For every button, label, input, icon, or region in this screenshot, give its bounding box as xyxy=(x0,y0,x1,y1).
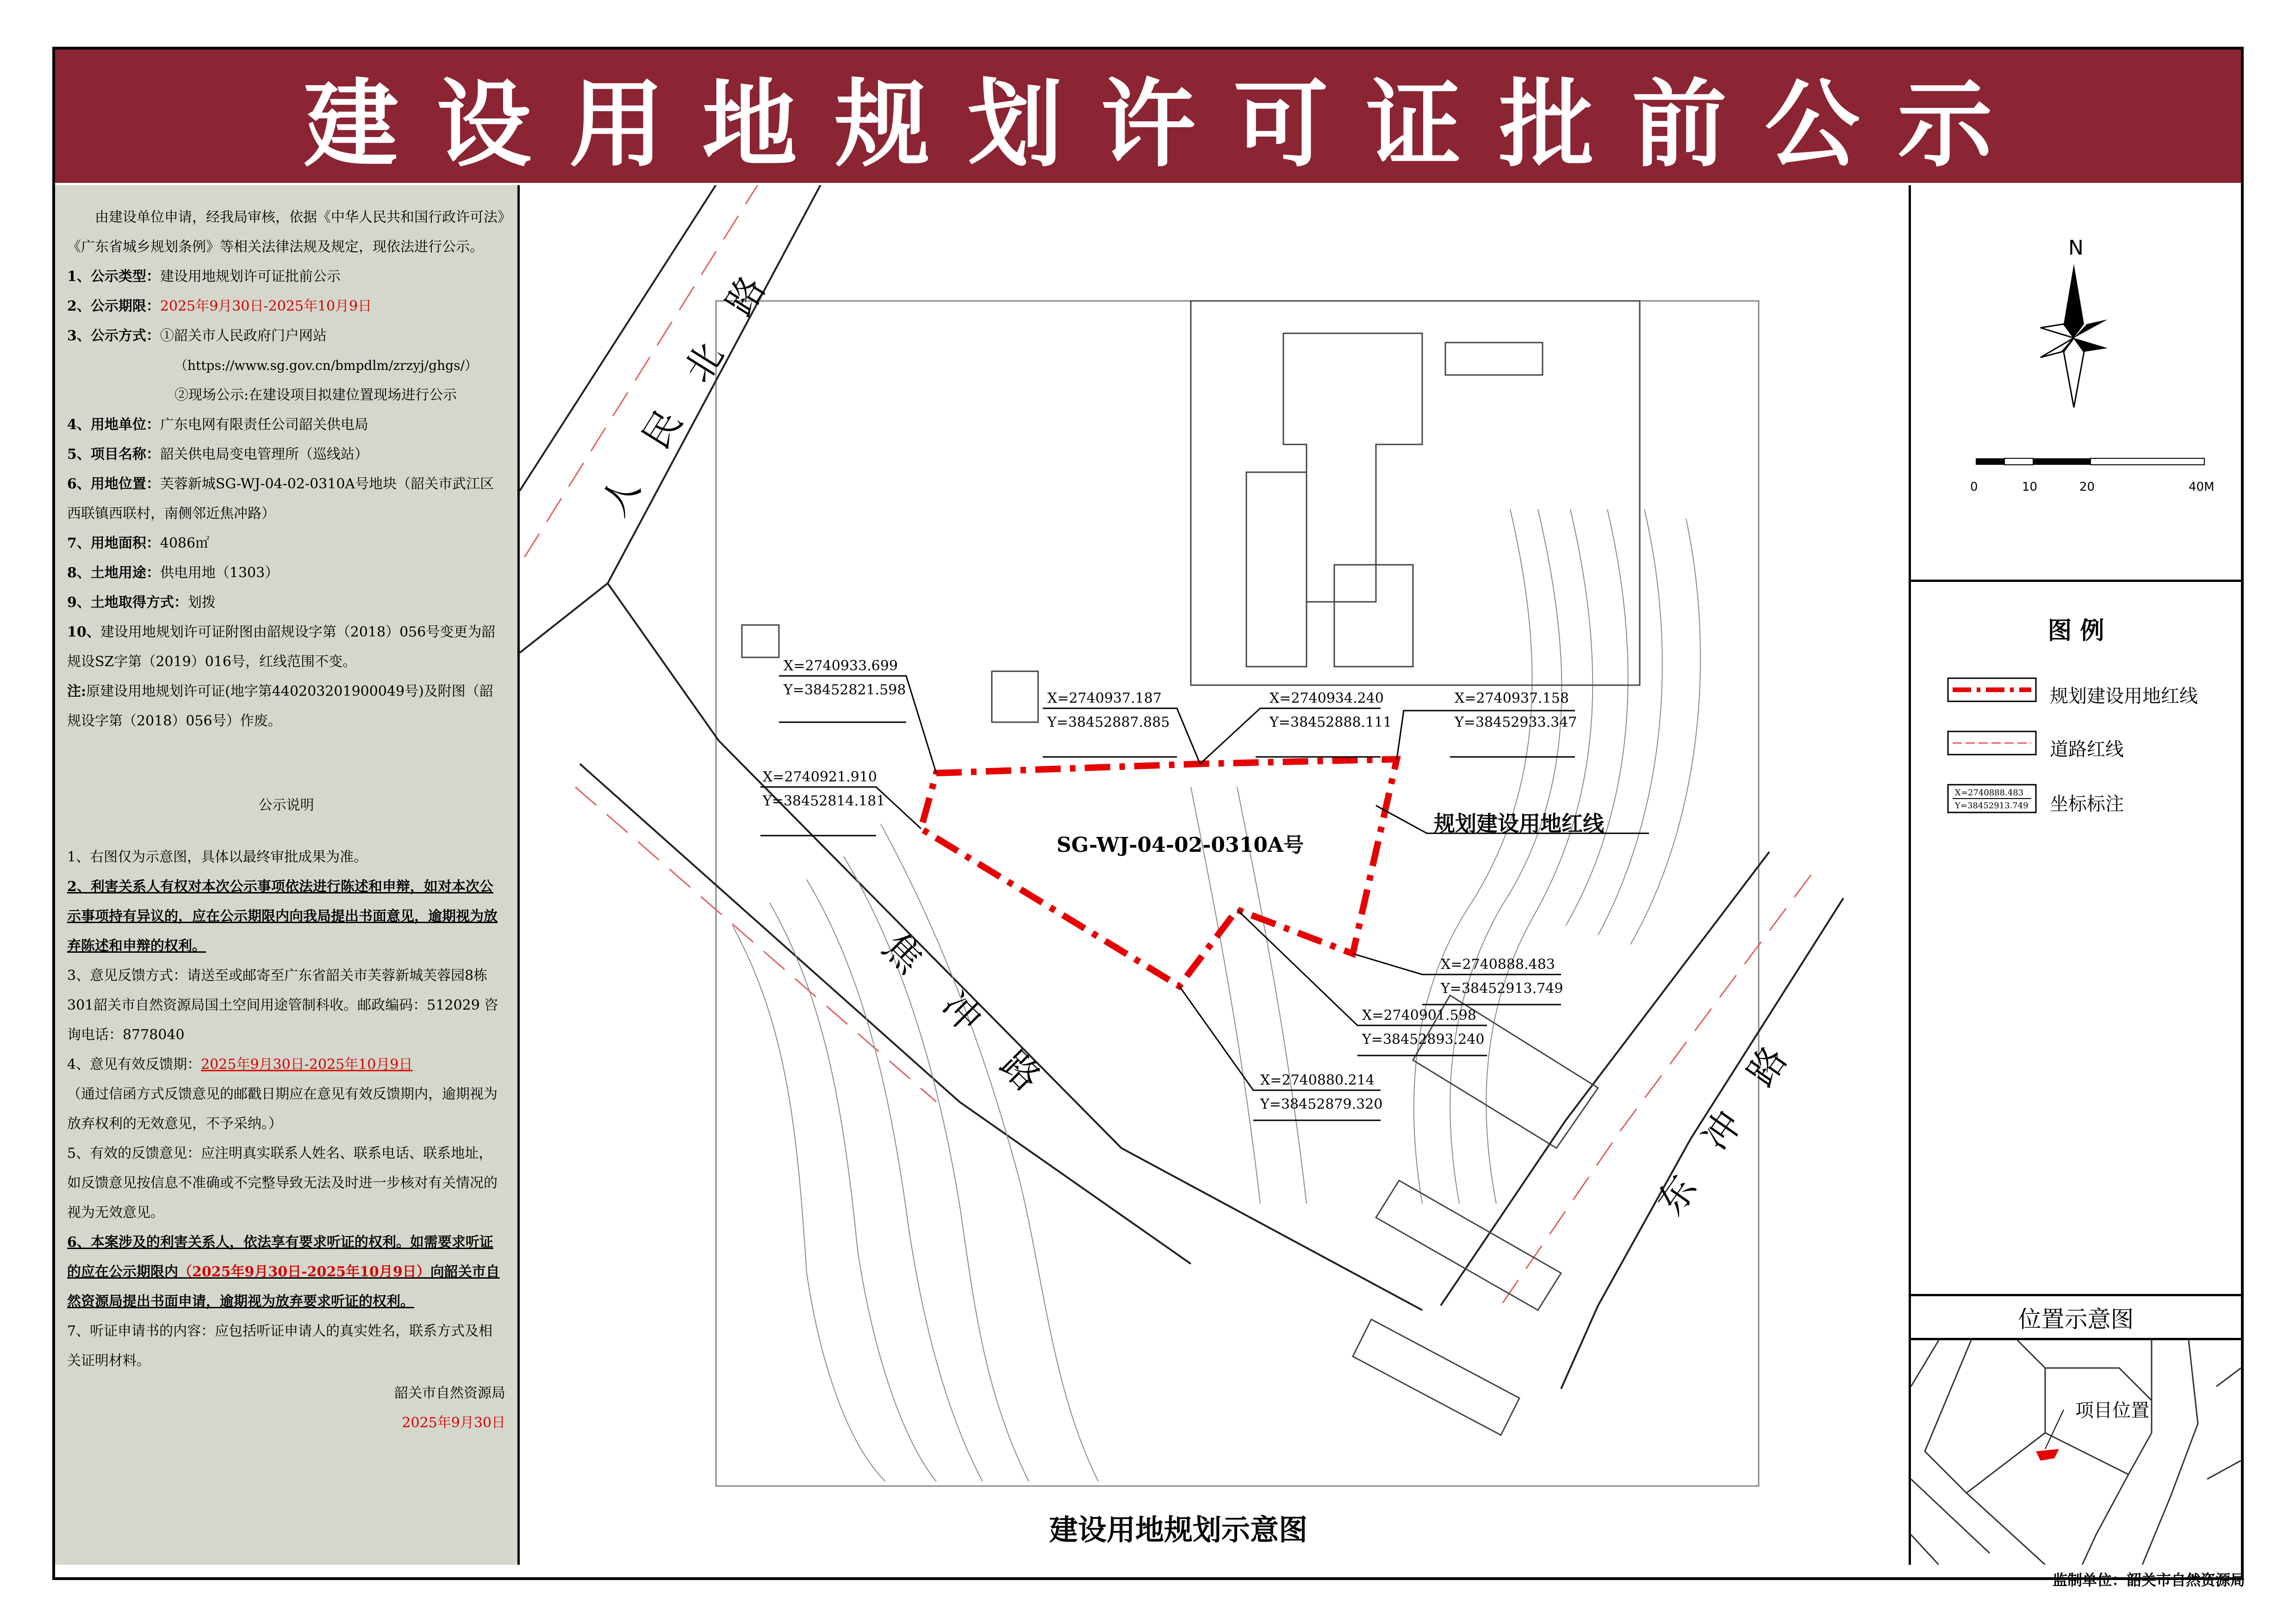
legend-item-coordinate: 坐标标注 xyxy=(2050,793,2124,815)
notice-item-type: 1、公示类型：建设用地规划许可证批前公示 xyxy=(67,269,341,285)
scale-tick: 0 xyxy=(1970,480,1978,494)
divider xyxy=(1911,580,2241,582)
notice-item-project: 5、项目名称：韶关供电局变电管理所（巡线站） xyxy=(67,446,368,462)
note-7: 7、听证申请书的内容：应包括听证申请人的真实姓名，联系方式及相关证明材料。 xyxy=(67,1323,493,1369)
legend-title: 图 例 xyxy=(2047,617,2104,645)
notes-title: 公示说明 xyxy=(258,797,314,813)
coord-label-y: Y=38452879.320 xyxy=(1260,1096,1383,1112)
coordinate-leader-lines xyxy=(760,676,1649,1120)
north-arrow-and-scale xyxy=(1911,185,2241,580)
divider xyxy=(1911,1294,2241,1296)
supervisor-footer: 监制单位：韶关市自然资源局 xyxy=(2052,1571,2245,1589)
coord-label-x: X=2740921.910 xyxy=(763,769,877,785)
scale-tick: 10 xyxy=(2022,480,2038,494)
redline-label: 规划建设用地红线 xyxy=(1434,811,1604,836)
coord-label-x: X=2740901.598 xyxy=(1362,1007,1476,1024)
right-panel xyxy=(1909,185,2241,1565)
notice-intro: 由建设单位申请，经我局审核，依据《中华人民共和国行政许可法》《广东省城乡规划条例》等相关法律法规及规定，现依法进行公示。 xyxy=(67,209,504,255)
coord-label-y: Y=38452821.598 xyxy=(784,682,906,698)
note-3: 3、意见反馈方式：请送至或邮寄至广东省韶关市芙蓉新城芙蓉园8栋301韶关市自然资源局国土空间用途管制科收。邮政编码：512029 咨询电话：8778040 xyxy=(67,968,498,1043)
coord-label-y: Y=38452893.240 xyxy=(1362,1031,1485,1048)
survey-frame xyxy=(716,301,1759,1486)
notice-item-location: 6、用地位置：芙蓉新城SG-WJ-04-02-0310A号地块（韶关市武江区西联镇西联村，南侧邻近焦冲路） xyxy=(67,476,494,522)
location-map-title: 位置示意图 xyxy=(2018,1306,2134,1333)
notice-panel xyxy=(55,185,520,1565)
notice-item-landuse: 8、土地用途：供电用地（1303） xyxy=(67,565,279,581)
legend-item-redline: 规划建设用地红线 xyxy=(2050,686,2198,707)
note-4-detail: （通过信函方式反馈意见的邮戳日期应在意见有效反馈期内，逾期视为放弃权利的无效意见，不予采纳。） xyxy=(67,1086,498,1132)
location-map xyxy=(1911,1340,2241,1565)
notice-item-acquisition: 9、土地取得方式：划拨 xyxy=(67,594,216,611)
map-title: 建设用地规划示意图 xyxy=(1049,1513,1308,1547)
parcel-redline xyxy=(921,759,1397,986)
road-name-labels xyxy=(592,233,1819,1223)
notice-item-method-site: ②现场公示:在建设项目拟建位置现场进行公示 xyxy=(174,387,457,403)
coord-label-x: X=2740888.483 xyxy=(1441,956,1555,973)
road-label-renminbei: 人民北路 xyxy=(592,233,796,524)
north-arrow-icon xyxy=(2041,264,2108,407)
notice-item-method: 3、公示方式：①韶关市人民政府门户网站 xyxy=(67,328,327,344)
coordinate-labels xyxy=(762,658,1577,1112)
coord-label-x: X=2740937.158 xyxy=(1455,690,1569,706)
note-2: 2、利害关系人有权对本次公示事项依法进行陈述和申辩，如对本次公示事项持有异议的，应在公示期限内向我局提出书面意见，逾期视为放弃陈述和申辩的权利。 xyxy=(67,879,498,954)
scale-tick: 20 xyxy=(2079,480,2095,494)
project-location-marker xyxy=(2036,1449,2059,1461)
notice-item-method-url: （https://www.sg.gov.cn/bmpdlm/zrzyj/ghgs/） xyxy=(174,358,478,373)
site-plan-map xyxy=(520,185,1909,1565)
signature-date: 2025年9月30日 xyxy=(402,1415,505,1431)
coord-label-y: Y=38452814.181 xyxy=(763,793,885,809)
coord-label-x: X=2740880.214 xyxy=(1260,1072,1375,1088)
scale-bar xyxy=(1970,458,2215,494)
signature: 韶关市自然资源局 xyxy=(394,1385,505,1401)
title-banner xyxy=(55,50,2241,183)
coord-label-y: Y=38452887.885 xyxy=(1047,714,1170,731)
notice-item-note: 注:原建设用地规划许可证(地字第440203201900049号)及附图（韶规设字第（2018）056号）作废。 xyxy=(67,683,493,729)
legend-sample-y: Y=38452913.749 xyxy=(1955,801,2028,811)
note-6: 6、本案涉及的利害关系人，依法享有要求听证的权利。如需要求听证的应在公示期限内（2025年9月30日-2025年10月9日）向韶关市自然资源局提出书面申请，逾期视为放弃要求听证的权利。 xyxy=(67,1234,500,1310)
coord-label-x: X=2740937.187 xyxy=(1047,690,1162,706)
coord-label-y: Y=38452933.347 xyxy=(1455,714,1577,731)
road-label-dongchong: 东冲路 xyxy=(1649,1004,1820,1223)
parcel-id-label: SG-WJ-04-02-0310A号 xyxy=(1057,833,1304,857)
notice-item-period: 2、公示期限：2025年9月30日-2025年10月9日 xyxy=(67,298,372,314)
legend-item-roadline: 道路红线 xyxy=(2050,739,2124,760)
coord-label-x: X=2740933.699 xyxy=(784,658,898,674)
coord-label-y: Y=38452913.749 xyxy=(1441,981,1563,997)
scale-tick: 40M xyxy=(2189,480,2215,494)
note-4: 4、意见有效反馈期：2025年9月30日-2025年10月9日 xyxy=(67,1056,413,1073)
project-location-label: 项目位置 xyxy=(2075,1400,2149,1421)
note-1: 1、右图仅为示意图，具体以最终审批成果为准。 xyxy=(67,849,368,865)
north-label: N xyxy=(2068,236,2084,260)
notice-item-change: 10、建设用地规划许可证附图由韶规设字第（2018）056号变更为韶规设SZ字第（2019）016号，红线范围不变。 xyxy=(67,624,496,670)
coord-label-y: Y=38452888.111 xyxy=(1269,714,1392,731)
legend-sample-x: X=2740888.483 xyxy=(1955,788,2024,798)
note-5: 5、有效的反馈意见：应注明真实联系人姓名、联系电话、联系地址，如反馈意见按信息不准确或不完整导致无法及时进一步核对有关情况的视为无效意见。 xyxy=(67,1145,498,1221)
notice-item-unit: 4、用地单位：广东电网有限责任公司韶关供电局 xyxy=(67,417,368,433)
building-outlines xyxy=(742,301,1640,1435)
page-title: 建设用地规划许可证批前公示 xyxy=(304,69,2030,180)
road-label-jiaochong: 焦冲路 xyxy=(874,924,1082,1132)
notice-item-area: 7、用地面积：4086㎡ xyxy=(67,535,210,551)
coord-label-x: X=2740934.240 xyxy=(1269,690,1384,706)
